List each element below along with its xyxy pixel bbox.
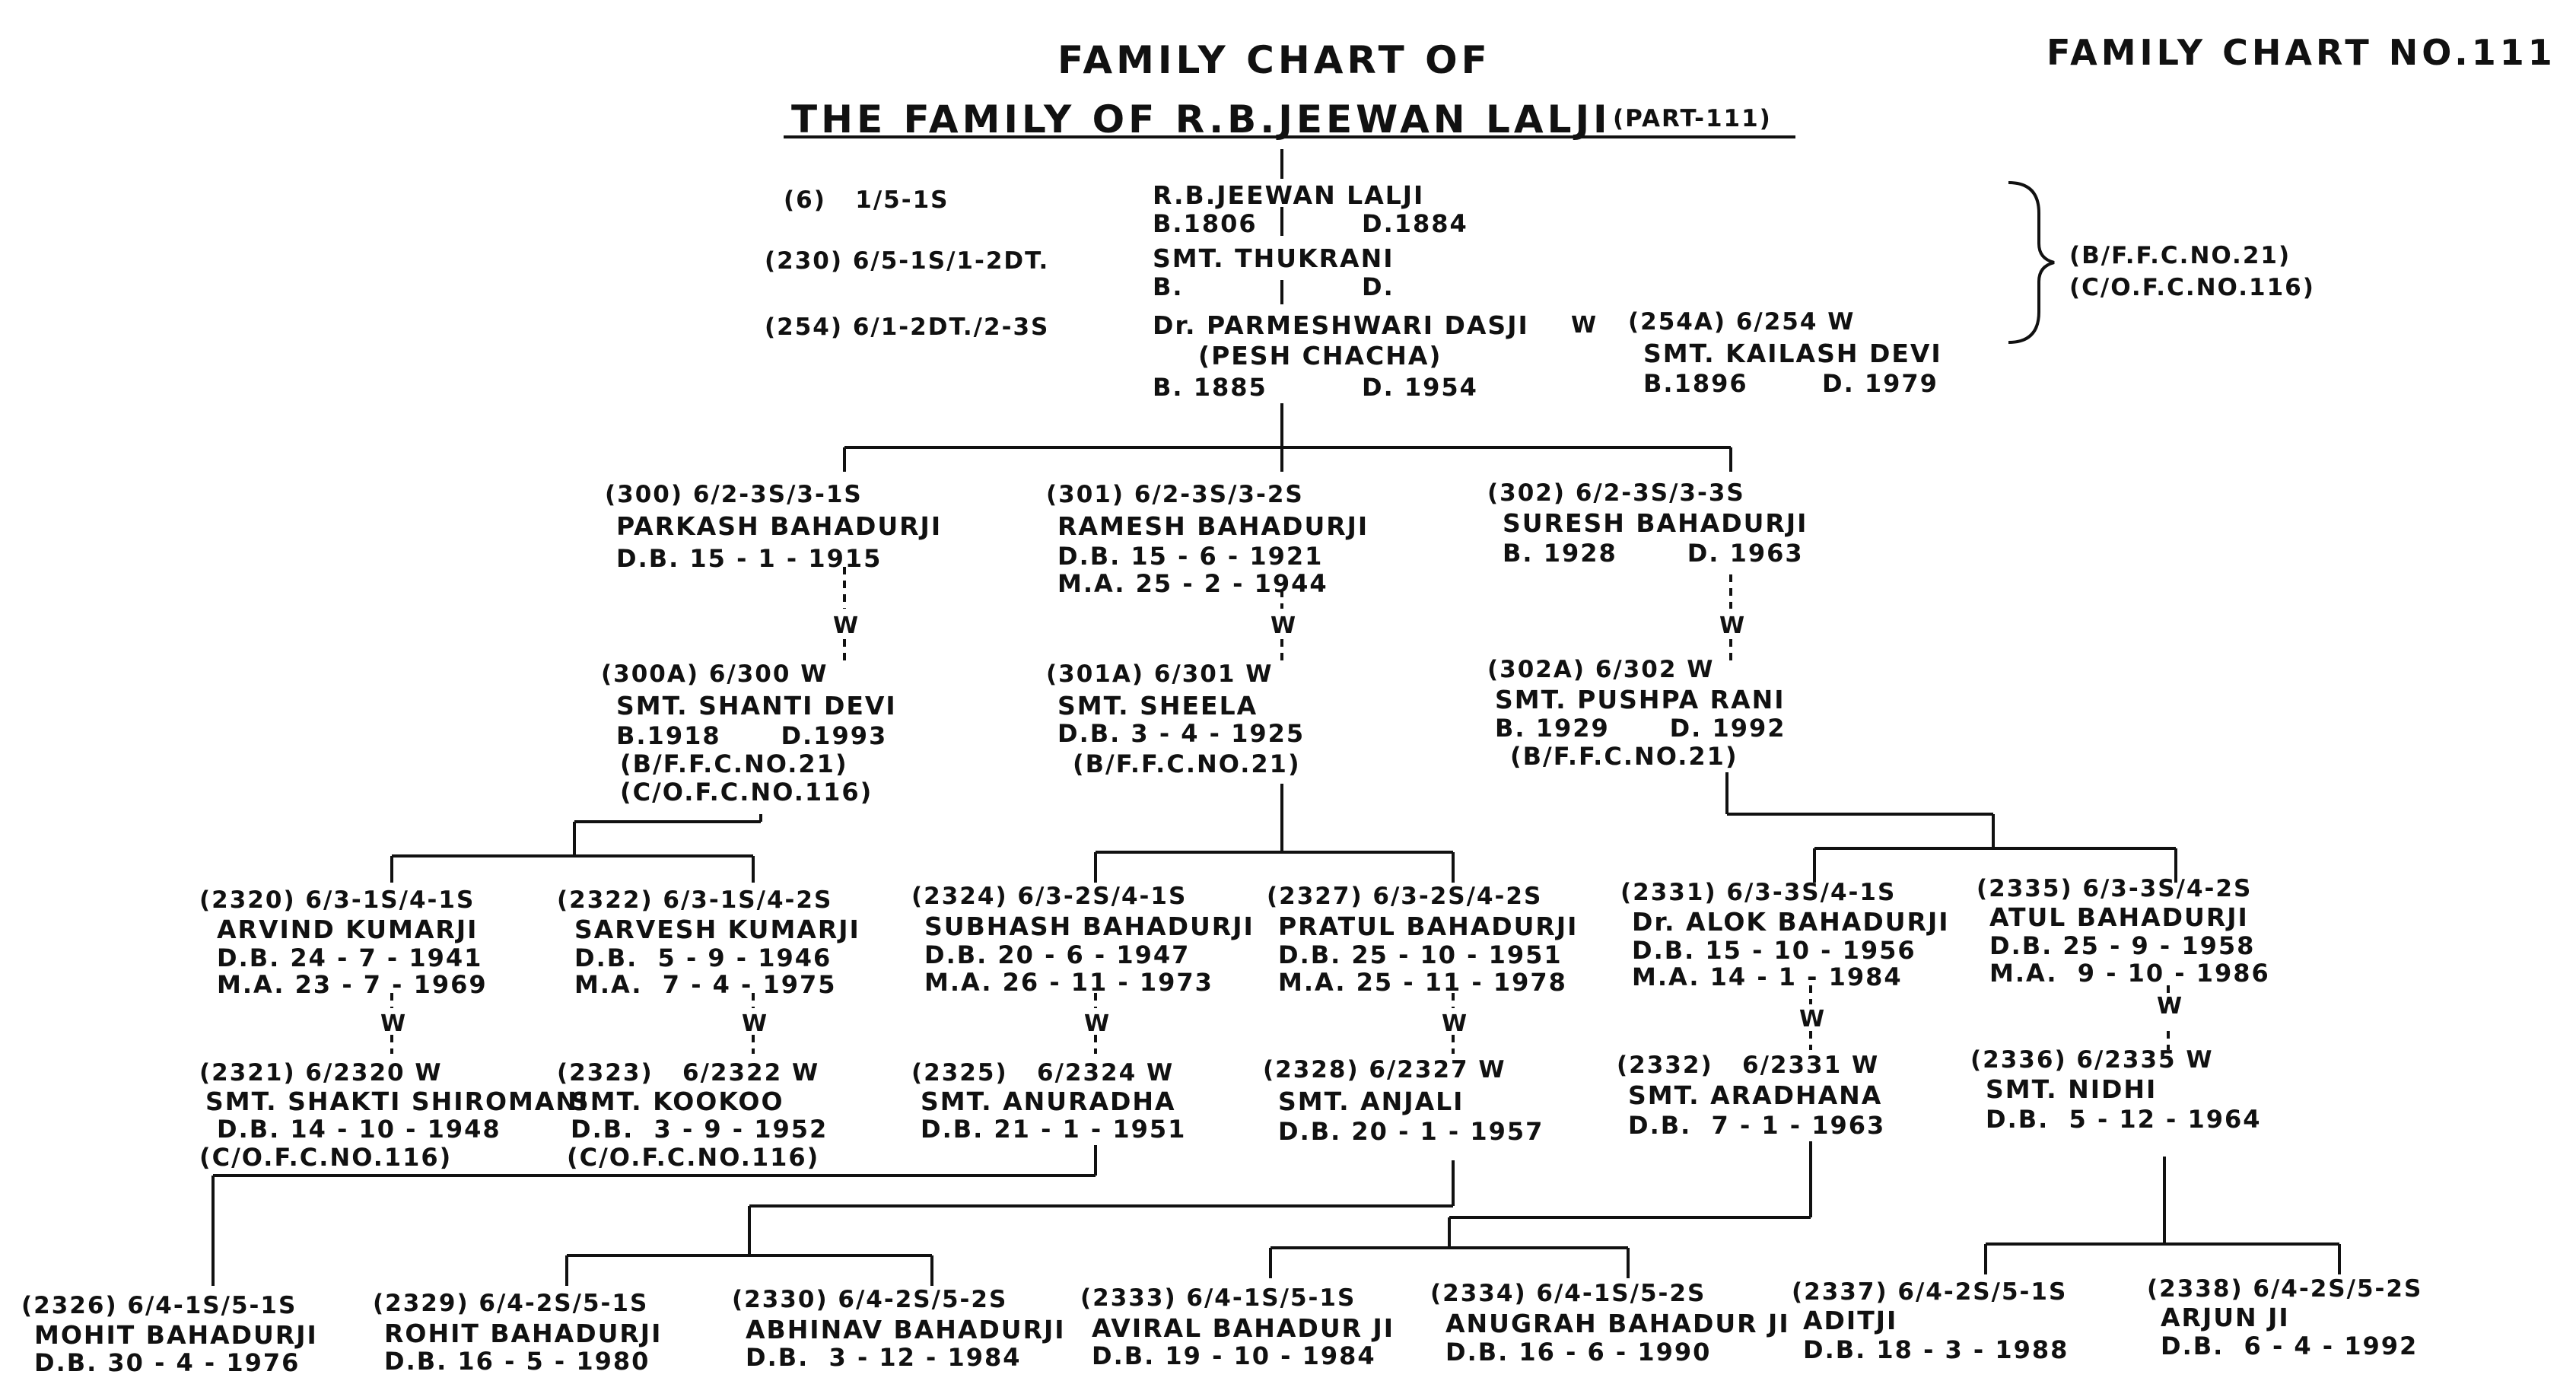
person-name: PARKASH BAHADURJI <box>616 511 943 541</box>
person-dates: D.B. 15 - 6 - 1921 <box>1057 542 1324 571</box>
person-marriage: M.A. 9 - 10 - 1986 <box>1989 959 2270 988</box>
wife-ref-1: (B/F.F.C.NO.21) <box>1510 742 1738 771</box>
person-dates: D.B. 19 - 10 - 1984 <box>1092 1341 1376 1370</box>
person-marriage: M.A. 26 - 11 - 1973 <box>924 968 1213 997</box>
wife-ref-1: (B/F.F.C.NO.21) <box>620 749 848 778</box>
person-code: (2322) 6/3-1S/4-2S <box>557 886 833 914</box>
person-name: MOHIT BAHADURJI <box>34 1320 318 1350</box>
wife-dates: D.B. 3 - 9 - 1952 <box>571 1115 828 1144</box>
person-code: (2326) 6/4-1S/5-1S <box>21 1292 297 1319</box>
wife-ref-1: (B/F.F.C.NO.21) <box>1073 749 1301 778</box>
gen1-b-birth: B. <box>1153 272 1184 301</box>
person-dates: D.B. 25 - 10 - 1951 <box>1278 940 1563 969</box>
gen1-a-code: (6) 1/5-1S <box>784 186 949 214</box>
wife-marker: W <box>2157 993 2184 1020</box>
wife-code: (2325) 6/2324 W <box>911 1059 1175 1087</box>
person-dates: D.B. 16 - 5 - 1980 <box>384 1347 650 1376</box>
wife-dates: D.B. 5 - 12 - 1964 <box>1986 1105 2262 1134</box>
person-name: ARVIND KUMARJI <box>217 915 479 944</box>
person-code: (2331) 6/3-3S/4-1S <box>1620 879 1897 906</box>
wife-marker: W <box>1442 1010 1469 1037</box>
person-name: SUBHASH BAHADURJI <box>924 912 1255 941</box>
gen1-a-death: D.1884 <box>1362 209 1468 238</box>
wife-name: SMT. KOOKOO <box>571 1087 784 1116</box>
person-dates: D.B. 3 - 12 - 1984 <box>746 1343 1022 1372</box>
chart-part: (PART-111) <box>1613 105 1772 132</box>
wife-dates: D.B. 20 - 1 - 1957 <box>1278 1117 1544 1146</box>
person-code: (2330) 6/4-2S/5-2S <box>732 1286 1008 1313</box>
person-dates: B. 1928 D. 1963 <box>1503 539 1804 568</box>
gen1-c-death: D. 1954 <box>1362 373 1478 402</box>
wife-dates: B.1918 D.1993 <box>616 721 888 750</box>
gen1-b-name: SMT. THUKRANI <box>1153 243 1395 273</box>
person-dates: D.B. 15 - 1 - 1915 <box>616 544 883 573</box>
person-code: (2333) 6/4-1S/5-1S <box>1080 1284 1356 1312</box>
person-name: RAMESH BAHADURJI <box>1057 511 1369 541</box>
gen1-wife-marker: W <box>1571 312 1598 339</box>
wife-code: (2336) 6/2335 W <box>1970 1046 2214 1074</box>
gen1-c-birth: B. 1885 <box>1153 373 1267 402</box>
wife-marker: W <box>1799 1006 1827 1032</box>
wife-name: SMT. ANURADHA <box>921 1087 1176 1116</box>
person-marriage: M.A. 25 - 11 - 1978 <box>1278 968 1567 997</box>
person-code: (302) 6/2-3S/3-3S <box>1487 479 1745 507</box>
wife-marker: W <box>1271 612 1298 639</box>
person-marriage: M.A. 14 - 1 - 1984 <box>1632 963 1903 991</box>
person-dates: D.B. 6 - 4 - 1992 <box>2161 1332 2419 1360</box>
wife-code: (2321) 6/2320 W <box>199 1059 443 1087</box>
person-code: (301) 6/2-3S/3-2S <box>1046 481 1304 508</box>
person-code: (2327) 6/3-2S/4-2S <box>1267 883 1543 910</box>
person-code: (2320) 6/3-1S/4-1S <box>199 886 475 914</box>
person-code: (2329) 6/4-2S/5-1S <box>373 1290 649 1317</box>
gen1-c-code: (254) 6/1-2DT./2-3S <box>765 313 1050 341</box>
person-name: ATUL BAHADURJI <box>1989 902 2249 932</box>
person-code: (300) 6/2-3S/3-1S <box>605 481 863 508</box>
gen1-c-name: Dr. PARMESHWARI DASJI <box>1153 310 1529 340</box>
person-code: (2338) 6/4-2S/5-2S <box>2147 1275 2423 1303</box>
person-name: ABHINAV BAHADURJI <box>746 1315 1066 1344</box>
person-dates: D.B. 30 - 4 - 1976 <box>34 1348 301 1377</box>
wife-name: SMT. SHEELA <box>1057 691 1258 721</box>
person-name: SARVESH KUMARJI <box>574 915 860 944</box>
wife-name: SMT. ARADHANA <box>1628 1080 1883 1110</box>
reference-brace <box>2008 183 2054 342</box>
wife-marker: W <box>1084 1010 1111 1037</box>
wife-dates: D.B. 14 - 10 - 1948 <box>217 1115 501 1144</box>
person-code: (2335) 6/3-3S/4-2S <box>1977 875 2253 902</box>
person-code: (2337) 6/4-2S/5-1S <box>1792 1278 2068 1306</box>
gen1-b-code: (230) 6/5-1S/1-2DT. <box>765 247 1050 275</box>
person-code: (2334) 6/4-1S/5-2S <box>1430 1280 1706 1307</box>
person-marriage: M.A. 7 - 4 - 1975 <box>574 970 837 999</box>
wife-name: SMT. SHAKTI SHIROMANI <box>205 1087 590 1116</box>
person-dates: D.B. 24 - 7 - 1941 <box>217 943 483 972</box>
person-name: ANUGRAH BAHADUR JI <box>1445 1309 1790 1338</box>
person-name: Dr. ALOK BAHADURJI <box>1632 907 1950 937</box>
wife-ref-1: (C/O.F.C.NO.116) <box>199 1143 453 1172</box>
person-marriage: M.A. 25 - 2 - 1944 <box>1057 569 1328 598</box>
wife-marker: W <box>742 1010 769 1037</box>
gen1-a-birth: B.1806 <box>1153 209 1258 238</box>
person-dates: D.B. 5 - 9 - 1946 <box>574 943 832 972</box>
wife-name: SMT. PUSHPA RANI <box>1495 685 1786 714</box>
wife-code: (2332) 6/2331 W <box>1617 1052 1880 1079</box>
person-name: ARJUN JI <box>2161 1303 2290 1332</box>
gen1-d-name: SMT. KAILASH DEVI <box>1643 339 1942 368</box>
chart-number: FAMILY CHART NO.111 <box>2046 32 2556 73</box>
person-dates: D.B. 18 - 3 - 1988 <box>1803 1335 2069 1364</box>
wife-name: SMT. SHANTI DEVI <box>616 691 897 721</box>
wife-ref-1: (C/O.F.C.NO.116) <box>567 1143 820 1172</box>
gen1-d-death: D. 1979 <box>1822 369 1938 398</box>
person-dates: D.B. 15 - 10 - 1956 <box>1632 936 1916 965</box>
person-dates: D.B. 20 - 6 - 1947 <box>924 940 1191 969</box>
wife-name: SMT. ANJALI <box>1278 1087 1465 1116</box>
wife-marker: W <box>1719 612 1747 639</box>
chart-subtitle: THE FAMILY OF R.B.JEEWAN LALJI <box>791 97 1611 142</box>
person-code: (2324) 6/3-2S/4-1S <box>911 883 1188 910</box>
person-name: AVIRAL BAHADUR JI <box>1092 1313 1395 1343</box>
wife-dates: B. 1929 D. 1992 <box>1495 714 1786 743</box>
person-marriage: M.A. 23 - 7 - 1969 <box>217 970 488 999</box>
person-name: SURESH BAHADURJI <box>1503 508 1808 538</box>
gen1-ref-children: (C/O.F.C.NO.116) <box>2069 274 2315 301</box>
wife-code: (302A) 6/302 W <box>1487 656 1715 683</box>
person-dates: D.B. 16 - 6 - 1990 <box>1445 1338 1712 1367</box>
wife-name: SMT. NIDHI <box>1986 1074 2158 1104</box>
wife-marker: W <box>833 612 860 639</box>
gen1-c-alias: (PESH CHACHA) <box>1198 341 1442 371</box>
wife-ref-2: (C/O.F.C.NO.116) <box>620 778 873 807</box>
wife-dates: D.B. 7 - 1 - 1963 <box>1628 1111 1886 1140</box>
wife-code: (301A) 6/301 W <box>1046 660 1274 688</box>
gen1-ref-birth-family: (B/F.F.C.NO.21) <box>2069 242 2291 269</box>
wife-code: (2328) 6/2327 W <box>1263 1056 1506 1083</box>
gen1-b-death: D. <box>1362 272 1395 301</box>
wife-dates: D.B. 3 - 4 - 1925 <box>1057 719 1305 748</box>
chart-title: FAMILY CHART OF <box>1057 38 1491 82</box>
person-name: ADITJI <box>1803 1306 1898 1335</box>
person-name: ROHIT BAHADURJI <box>384 1319 663 1348</box>
gen1-a-name: R.B.JEEWAN LALJI <box>1153 180 1425 210</box>
wife-dates: D.B. 21 - 1 - 1951 <box>921 1115 1187 1144</box>
wife-code: (300A) 6/300 W <box>601 660 828 688</box>
wife-marker: W <box>380 1010 408 1037</box>
gen1-d-code: (254A) 6/254 W <box>1628 308 1856 336</box>
person-dates: D.B. 25 - 9 - 1958 <box>1989 931 2256 960</box>
gen1-d-birth: B.1896 <box>1643 369 1748 398</box>
person-name: PRATUL BAHADURJI <box>1278 912 1579 941</box>
wife-code: (2323) 6/2322 W <box>557 1059 820 1087</box>
